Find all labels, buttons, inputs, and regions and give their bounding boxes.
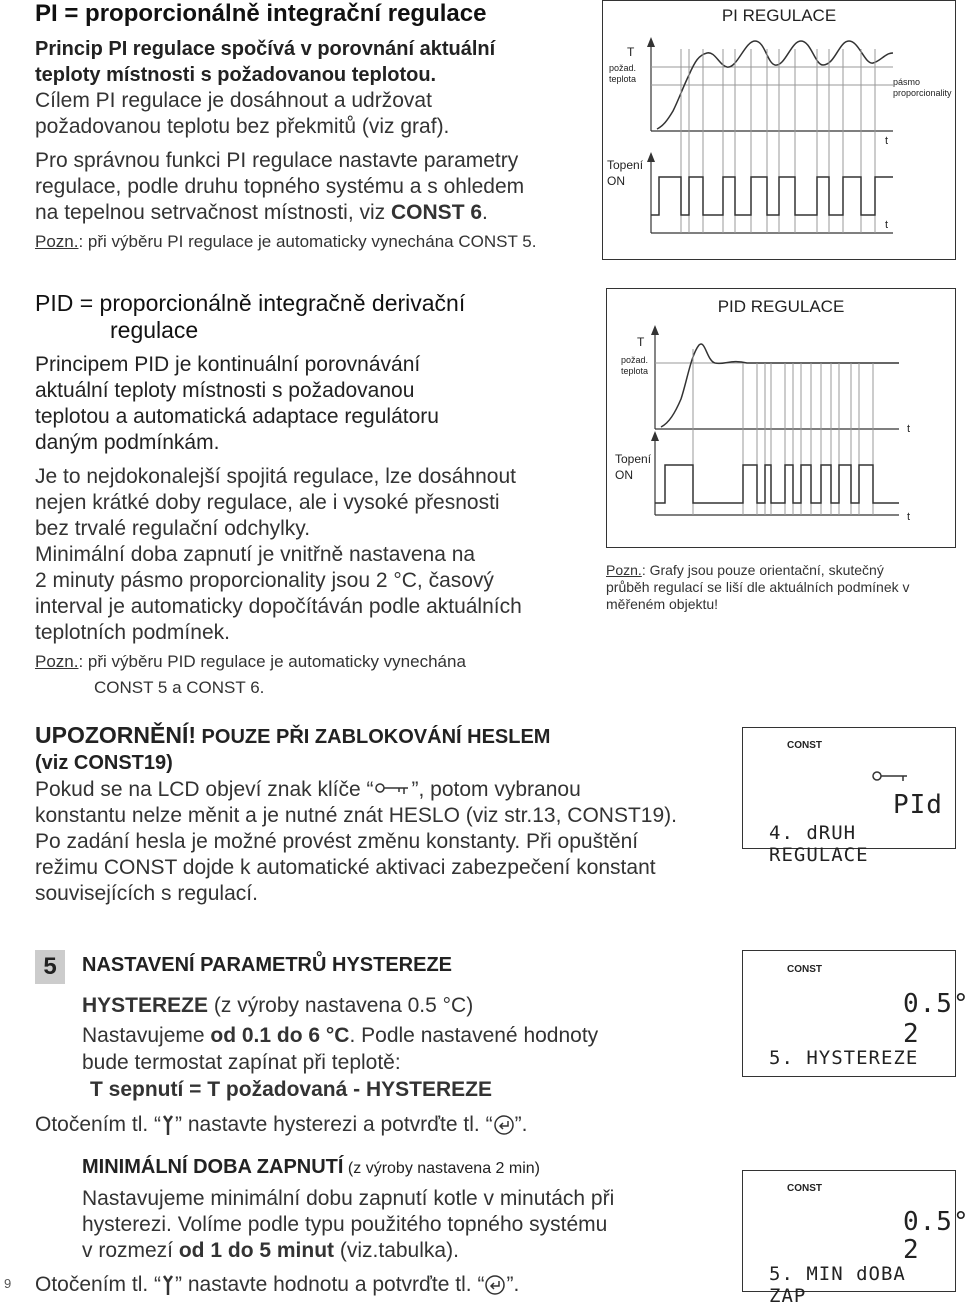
pi-graph-setpoint-label: požad. teplota [609, 63, 637, 84]
lcd3-value-mid: 2 [903, 1235, 920, 1265]
pid-heading-1: PID = proporcionálně integračně derivační [35, 290, 466, 316]
pid-heading-2: regulace [110, 317, 199, 343]
pi-graph-svg [603, 1, 955, 259]
warning-title-2: (viz CONST19) [35, 752, 173, 774]
warning-line-5: souvisejících s regulací. [35, 882, 258, 905]
pid-principle-3: teplotou a automatická adaptace regulátoru [35, 405, 439, 428]
pi-graph-title: PI REGULACE [721, 6, 837, 25]
hysteresis-range-line: Nastavujeme od 0.1 do 6 °C. Podle nastavené hodnoty [82, 1024, 599, 1047]
lcd2-value-mid: 2 [903, 1019, 920, 1049]
warning-line-3: Po zadání hesla je možné provést změnu konstanty. Při opuštění [35, 830, 639, 853]
pi-text-2: požadovanou teplotu bez překmitů (viz graf). [35, 115, 450, 138]
hysteresis-instruction: Otočením tl. “ ” nastavte hysterezi a potvrďte tl. “ ”. [35, 1113, 528, 1136]
lcd-key-icon [871, 768, 911, 784]
pid-principle-1: Principem PID je kontinuální porovnávání [35, 353, 421, 376]
lcd-display-min-time [742, 1170, 970, 1307]
pi-graph-t-label-1: t [885, 135, 889, 147]
warning-title: UPOZORNĚNÍ! POUZE PŘI ZABLOKOVÁNÍ HESLEM [35, 722, 551, 748]
pid-text-1: Je to nejdokonalejší spojitá regulace, lze dosáhnout [35, 465, 516, 488]
pi-heading: PI = proporcionálně integrační regulace [35, 0, 487, 27]
lcd-const-label: CONST [787, 740, 822, 751]
pid-text-5: 2 minuty pásmo proporcionality jsou 2 °C, časový [35, 569, 494, 592]
min-time-heading: MINIMÁLNÍ DOBA ZAPNUTÍ (z výroby nastavena 2 min) [82, 1156, 540, 1178]
pi-graph [602, 0, 956, 260]
pid-text-2: nejen krátké doby regulace, ale i vysoké přesnosti [35, 491, 500, 514]
pid-graph-t-label-1: t [907, 423, 911, 435]
key-icon [374, 782, 412, 798]
pi-text-1: Cílem PI regulace je dosáhnout a udržovat [35, 89, 432, 112]
pi-principle-1: Princip PI regulace spočívá v porovnání aktuální [35, 38, 496, 60]
hysteresis-line: HYSTEREZE (z výroby nastavena 0.5 °C) [82, 994, 474, 1017]
confirm-icon [484, 1274, 506, 1296]
confirm-icon [493, 1114, 515, 1136]
hysteresis-formula: T sepnutí = T požadovaná - HYSTEREZE [90, 1078, 492, 1101]
page-number: 9 [4, 1276, 12, 1291]
pi-graph-t-label-2: t [885, 219, 889, 231]
pid-principle-2: aktuální teploty místnosti s požadovanou [35, 379, 415, 402]
pid-graph-svg [607, 289, 955, 547]
pid-text-4: Minimální doba zapnutí je vnitřně nastavena na [35, 543, 476, 566]
pid-graph-setpoint-label: požad. teplota [621, 355, 649, 376]
pi-text-5: na tepelnou setrvačnost místnosti, viz CONST 6. [35, 201, 488, 224]
warning-line-4: režimu CONST dojde k automatické aktivaci zabezpečení konstant [35, 856, 656, 879]
pid-graph-t-label-2: t [907, 511, 911, 523]
pi-graph-band-label: pásmo proporcionality [893, 77, 952, 98]
pid-graph-title: PID REGULACE [717, 297, 845, 316]
lcd-display-regulation [742, 727, 956, 866]
section-number: 5 [35, 950, 65, 984]
pid-text-6: interval je automaticky dopočítáván podle aktuálních [35, 595, 522, 618]
wrench-icon [161, 1274, 175, 1296]
pid-note-2: CONST 5 a CONST 6. [94, 678, 265, 697]
min-time-line-3: v rozmezí od 1 do 5 minut (viz.tabulka). [82, 1239, 459, 1262]
pi-text-4: regulace, podle druhu topného systému a s ohledem [35, 175, 525, 198]
min-time-line-2: hysterezi. Volíme podle typu použitého topného systému [82, 1213, 608, 1236]
hysteresis-line-2: bude termostat zapínat při teplotě: [82, 1051, 401, 1074]
pi-text-3: Pro správnou funkci PI regulace nastavte parametry [35, 149, 519, 172]
pid-note: Pozn.: při výběru PID regulace je automaticky vynechána [35, 652, 466, 671]
pid-text-7: teplotních podmínek. [35, 621, 230, 644]
lcd-row-text: 4. dRUH REGULACE [769, 822, 869, 866]
pi-graph-heating-label: Topení ON [607, 158, 644, 188]
lcd3-row-text: 5. MIN dOBA ZAP [769, 1263, 906, 1307]
lcd3-const-label: CONST [787, 1183, 822, 1194]
pi-principle-2: teploty místnosti s požadovanou teplotou. [35, 64, 437, 86]
pi-graph-y-label: T [627, 45, 635, 59]
section-title: NASTAVENÍ PARAMETRŮ HYSTEREZE [82, 954, 453, 976]
pid-graph-y-label: T [637, 335, 645, 349]
lcd3-value-top: 0.5° [903, 1207, 970, 1237]
lcd2-row-text: 5. HYSTEREZE [769, 1047, 919, 1069]
pid-principle-4: daným podmínkám. [35, 431, 220, 454]
graph-note: Pozn.: Grafy jsou pouze orientační, skutečný průběh regulací se liší dle aktuálních podmínek v měřeném objektu! [606, 562, 910, 612]
min-time-instruction: Otočením tl. “ ” nastavte hodnotu a potvrďte tl. “ ”. [35, 1273, 520, 1296]
pi-note: Pozn.: při výběru PI regulace je automaticky vynechána CONST 5. [35, 232, 537, 251]
pid-text-3: bez trvalé regulační odchylky. [35, 517, 311, 540]
pid-graph [606, 288, 956, 548]
lcd-value: PId [893, 790, 943, 820]
lcd-display-hysteresis [742, 950, 970, 1077]
wrench-icon [161, 1114, 175, 1136]
lcd2-const-label: CONST [787, 964, 822, 975]
lcd2-value-top: 0.5° [903, 989, 970, 1019]
warning-line-2: konstantu nelze měnit a je nutné znát HESLO (viz str.13, CONST19). [35, 804, 677, 827]
pid-graph-heating-label: Topení ON [615, 452, 652, 482]
min-time-line-1: Nastavujeme minimální dobu zapnutí kotle v minutách při [82, 1187, 615, 1210]
warning-line-1: Pokud se na LCD objeví znak klíče “ ”, potom vybranou [35, 778, 581, 801]
